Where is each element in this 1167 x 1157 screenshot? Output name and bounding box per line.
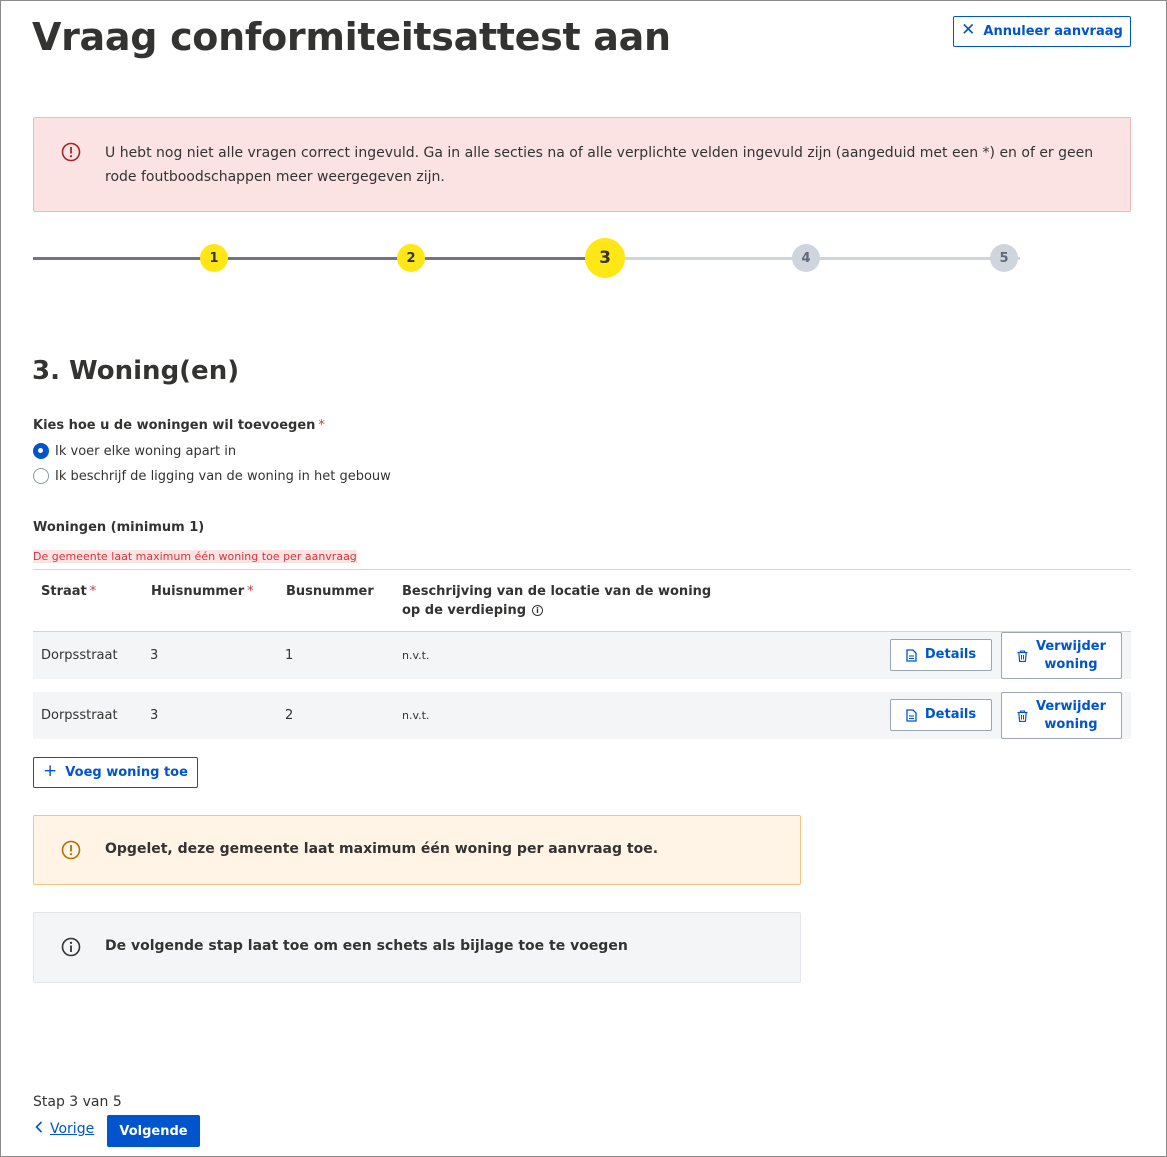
- warning-alert: [33, 815, 801, 885]
- cancel-request-label: Annuleer aanvraag: [983, 24, 1123, 39]
- column-header-street: [41, 582, 96, 601]
- info-alert: [33, 912, 801, 983]
- column-header-street-label: Straat: [41, 584, 87, 599]
- delete-dwelling-label: [1036, 638, 1106, 674]
- add-dwelling-button[interactable]: [33, 757, 198, 788]
- required-mark: *: [89, 584, 97, 599]
- error-icon: [61, 142, 81, 166]
- cell-description: n.v.t.: [402, 649, 430, 662]
- cell-house-number: 3: [150, 648, 159, 663]
- required-mark: *: [247, 584, 254, 599]
- info-icon: [61, 937, 81, 961]
- dwellings-error-message: De gemeente laat maximum één woning toe per aanvraag: [33, 550, 357, 563]
- step-1[interactable]: 1: [200, 244, 228, 272]
- cancel-request-button[interactable]: [953, 16, 1131, 47]
- progress-stepper: [33, 238, 1033, 278]
- step-5: 5: [990, 244, 1018, 272]
- delete-label-line1: Verwijder: [1035, 698, 1107, 714]
- stepper-line-done: [33, 257, 605, 260]
- column-header-description-label: Beschrijving van de locatie van de woning op de verdieping: [402, 584, 712, 618]
- step-counter: Stap 3 van 5: [33, 1094, 122, 1110]
- chevron-left-icon: [35, 1121, 43, 1137]
- delete-dwelling-button[interactable]: [1001, 692, 1122, 739]
- choice-label-text: Kies hoe u de woningen wil toevoegen: [33, 418, 316, 433]
- cell-street: Dorpsstraat: [41, 648, 118, 663]
- cell-street: Dorpsstraat: [41, 708, 118, 723]
- close-icon: ✕: [961, 20, 976, 40]
- radio-button[interactable]: [33, 468, 49, 484]
- step-3-current: 3: [585, 238, 625, 278]
- next-button[interactable]: Volgende: [107, 1115, 200, 1147]
- warning-icon: [61, 840, 81, 864]
- plus-icon: +: [43, 761, 58, 781]
- previous-link[interactable]: [35, 1121, 94, 1137]
- choice-label: [33, 418, 325, 433]
- column-header-description: [402, 582, 732, 620]
- info-alert-message: De volgende stap laat toe om een schets als bijlage toe te voegen: [105, 938, 628, 954]
- dwellings-table: [33, 569, 1131, 732]
- delete-dwelling-button[interactable]: [1001, 632, 1122, 679]
- warning-alert-message: Opgelet, deze gemeente laat maximum één woning per aanvraag toe.: [105, 841, 659, 857]
- required-mark: *: [318, 418, 325, 433]
- delete-label-line1: Verwijder: [1035, 638, 1107, 654]
- add-dwelling-label: Voeg woning toe: [65, 765, 188, 780]
- delete-label-line2: woning: [1044, 656, 1098, 672]
- section-title: 3. Woning(en): [32, 356, 240, 386]
- column-header-house-number: [151, 582, 254, 601]
- radio-button-checked[interactable]: [33, 443, 49, 459]
- info-icon[interactable]: i: [532, 605, 543, 616]
- cell-house-number: 3: [150, 708, 159, 723]
- delete-label-line2: woning: [1044, 716, 1098, 732]
- delete-dwelling-label: [1036, 698, 1106, 734]
- details-button[interactable]: [890, 639, 992, 671]
- radio-option-label: Ik voer elke woning apart in: [55, 443, 237, 459]
- radio-option-separate[interactable]: [33, 443, 236, 459]
- dwellings-label: Woningen (minimum 1): [33, 520, 205, 535]
- radio-option-describe[interactable]: [33, 468, 391, 484]
- details-button[interactable]: [890, 699, 992, 731]
- table-header: [33, 569, 1131, 632]
- step-4: 4: [792, 244, 820, 272]
- document-icon: [906, 709, 917, 722]
- step-2[interactable]: 2: [397, 244, 425, 272]
- details-button-label: Details: [924, 647, 977, 662]
- trash-icon: [1017, 710, 1028, 722]
- table-row: [33, 632, 1131, 679]
- error-alert-message: U hebt nog niet alle vragen correct ingevuld. Ga in alle secties na of alle verplichte velden ingevuld zijn (aangeduid met een *) en of er geen rode foutboodschappen meer weergegeven zijn.: [105, 145, 1094, 185]
- cell-description: n.v.t.: [402, 709, 430, 722]
- cell-box-number: 1: [285, 648, 294, 663]
- column-header-house-number-label: Huisnummer: [151, 584, 245, 599]
- radio-option-label: Ik beschrijf de ligging van de woning in het gebouw: [55, 468, 391, 484]
- table-row: [33, 692, 1131, 739]
- details-button-label: Details: [924, 707, 977, 722]
- column-header-box-number: Busnummer: [286, 584, 374, 599]
- trash-icon: [1017, 650, 1028, 662]
- error-alert: [33, 117, 1131, 212]
- previous-link-label: Vorige: [50, 1121, 95, 1137]
- page-title: Vraag conformiteitsattest aan: [32, 15, 671, 59]
- cell-box-number: 2: [285, 708, 294, 723]
- document-icon: [906, 649, 917, 662]
